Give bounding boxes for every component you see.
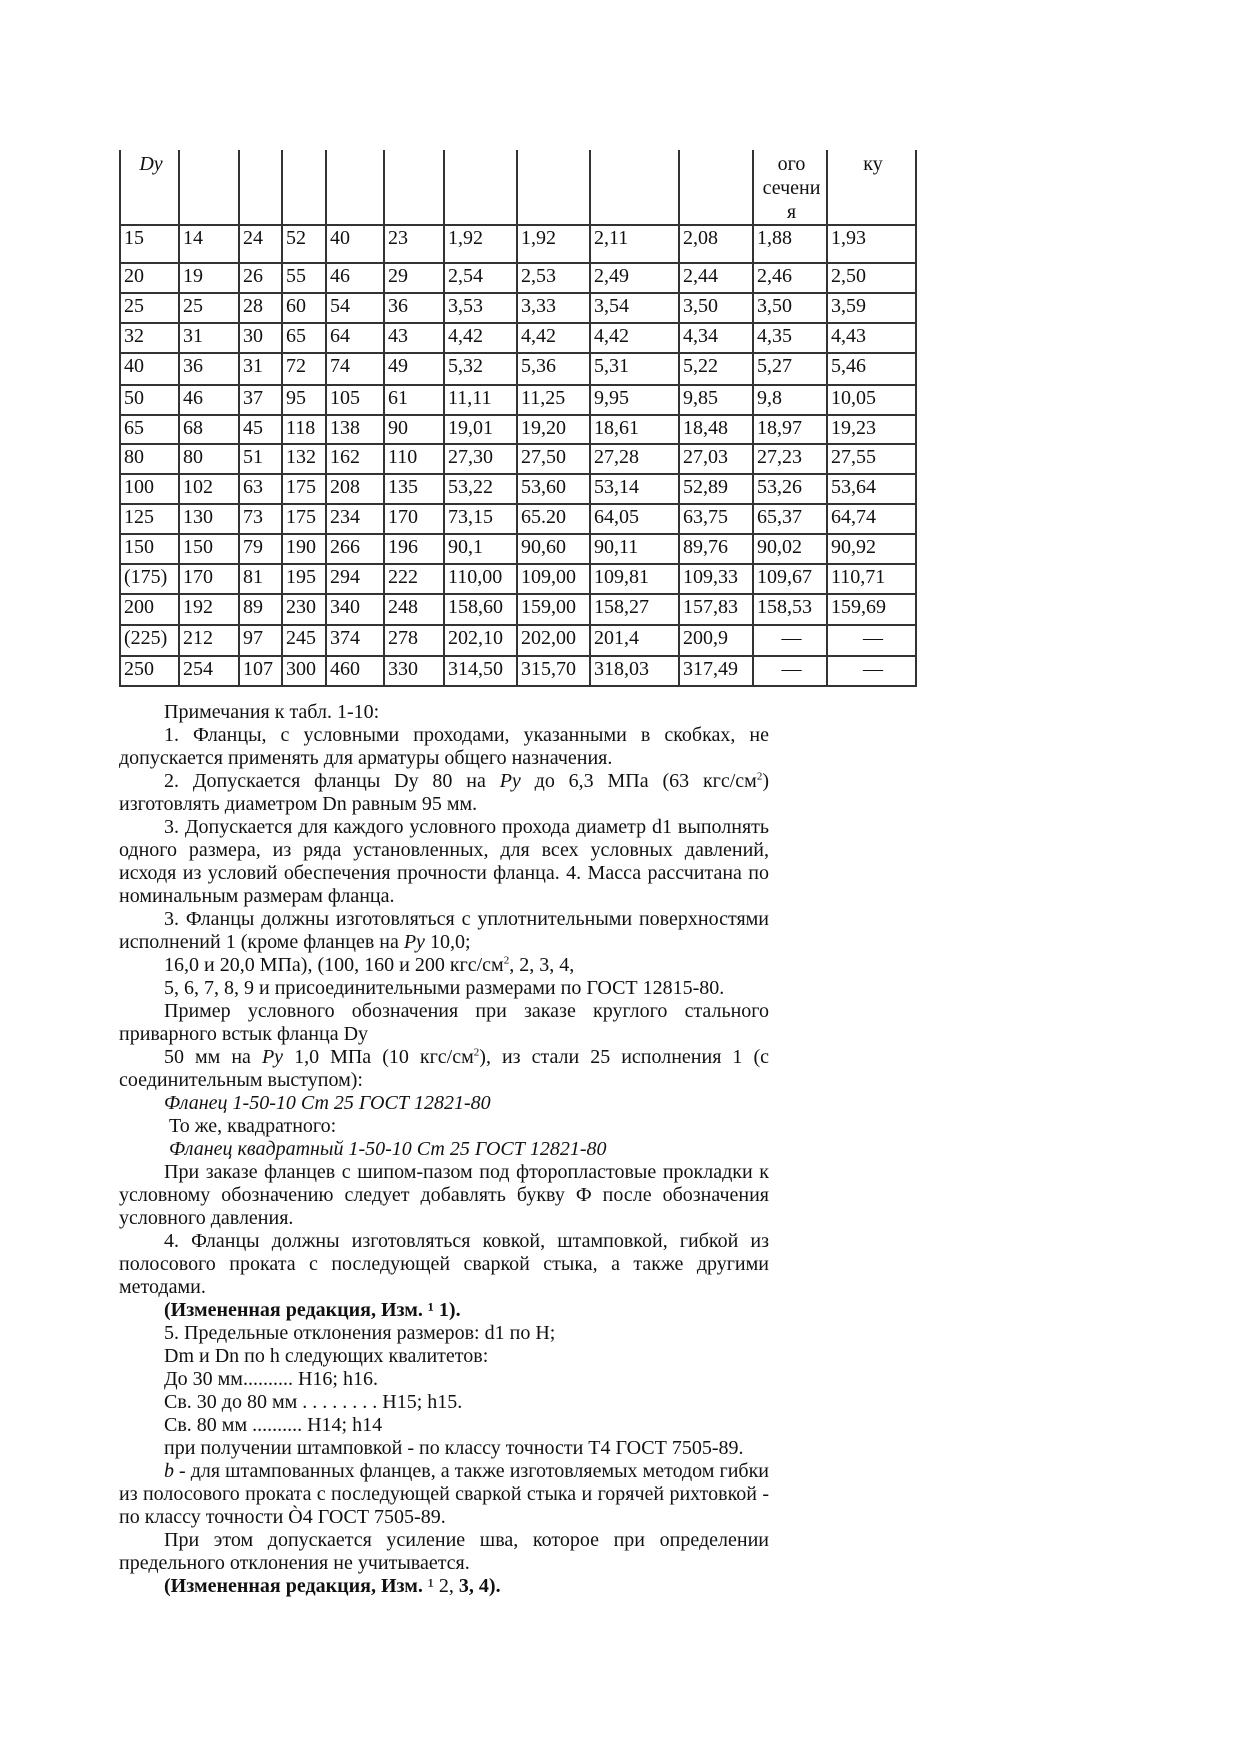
table-cell: 150 (120, 534, 179, 564)
table-cell: 132 (282, 444, 326, 474)
table-cell: 74 (326, 353, 384, 385)
table-cell: 135 (384, 474, 444, 504)
table-header-cell (179, 150, 239, 225)
table-cell: 107 (239, 656, 282, 686)
note-12: Dm и Dn по h следующих квалитетов: (164, 1345, 489, 1367)
table-cell: 158,27 (590, 594, 679, 625)
table-cell: 250 (120, 656, 179, 686)
table-row (120, 474, 916, 504)
table-cell: 90,02 (753, 534, 827, 564)
table-cell: 43 (384, 323, 444, 353)
table-cell: 300 (282, 656, 326, 686)
table-cell: 90,1 (444, 534, 517, 564)
table-cell: 31 (239, 353, 282, 385)
table-cell: 222 (384, 564, 444, 594)
table-header-cell (326, 150, 384, 225)
table-row (120, 323, 916, 353)
table-cell: 109,67 (753, 564, 827, 594)
table-cell: 200,9 (679, 625, 753, 656)
table-cell: 208 (326, 474, 384, 504)
table-cell: 2,46 (753, 263, 827, 293)
table-cell: 201,4 (590, 625, 679, 656)
table-cell: 49 (384, 353, 444, 385)
table-cell: 4,43 (827, 323, 916, 353)
table-cell: 90,11 (590, 534, 679, 564)
note-4: 3. Фланцы должны изготовляться с уплотнительными поверхностями исполнений 1 (кроме фланцев на Ру 10,0; (119, 908, 769, 953)
table-cell: 65 (282, 323, 326, 353)
table-cell: 266 (326, 534, 384, 564)
note-9: При заказе фланцев с шипом-пазом под фторопластовые прокладки к условному обозначению следует добавлять букву Ф после обозначения условного давления. (119, 1161, 769, 1229)
table-cell: 52,89 (679, 474, 753, 504)
table-cell: 245 (282, 625, 326, 656)
table-cell: 315,70 (517, 656, 590, 686)
table-cell: 314,50 (444, 656, 517, 686)
table-cell: 53,64 (827, 474, 916, 504)
table-cell: — (753, 625, 827, 656)
table-cell: 80 (179, 444, 239, 474)
table-cell: 10,05 (827, 385, 916, 415)
table-cell: 90 (384, 415, 444, 444)
table-cell: 460 (326, 656, 384, 686)
table-cell: 159,69 (827, 594, 916, 625)
table-cell: 61 (384, 385, 444, 415)
table-cell: 97 (239, 625, 282, 656)
note-6: 5, 6, 7, 8, 9 и присоединительными размерами по ГОСТ 12815-80. (164, 977, 725, 999)
table-cell: 51 (239, 444, 282, 474)
table-cell: 18,97 (753, 415, 827, 444)
table-cell: 19,01 (444, 415, 517, 444)
table-cell: 2,11 (590, 225, 679, 263)
table-cell: 15 (120, 225, 179, 263)
table-cell: 2,54 (444, 263, 517, 293)
table-cell: 45 (239, 415, 282, 444)
same-square: То же, квадратного: (169, 1115, 337, 1137)
table-header-cell: Dу (120, 150, 179, 225)
table-cell: 170 (179, 564, 239, 594)
table-cell: 2,44 (679, 263, 753, 293)
table-row (120, 225, 916, 263)
table-cell: 65 (120, 415, 179, 444)
table-cell: 1,93 (827, 225, 916, 263)
table-cell: 25 (120, 293, 179, 323)
table-cell: 196 (384, 534, 444, 564)
note-2: 2. Допускается фланцы Dу 80 на Ру до 6,3 МПа (63 кгс/$см^2$) изготовлять диаметром Dn равным 95 мм. (119, 770, 770, 815)
notes-block (119, 701, 769, 1598)
table-cell: 36 (384, 293, 444, 323)
table-cell: 278 (384, 625, 444, 656)
table-cell: 175 (282, 474, 326, 504)
table-cell: 26 (239, 263, 282, 293)
table-cell: 79 (239, 534, 282, 564)
revision-2: (Измененная редакция, Изм. ¹ 2, 3, 4). (164, 1575, 501, 1597)
table-cell: 4,42 (517, 323, 590, 353)
table-cell: 90,92 (827, 534, 916, 564)
table-cell: 63,75 (679, 504, 753, 534)
table-header-cell (590, 150, 679, 225)
table-cell: 202,00 (517, 625, 590, 656)
table-cell: 31 (179, 323, 239, 353)
note-16: при получении штамповкой - по классу точности Т4 ГОСТ 7505-89. (164, 1437, 744, 1459)
table-cell: (175) (120, 564, 179, 594)
table-cell: 3,54 (590, 293, 679, 323)
table-cell: 46 (326, 263, 384, 293)
table-cell: 60 (282, 293, 326, 323)
table-cell: 20 (120, 263, 179, 293)
table-cell: 27,30 (444, 444, 517, 474)
table-cell: 23 (384, 225, 444, 263)
table-row (120, 415, 916, 444)
example-2: Фланец квадратный 1-50-10 Ст 25 ГОСТ 12821-80 (169, 1138, 607, 1160)
table-cell: 5,22 (679, 353, 753, 385)
table-cell: 5,32 (444, 353, 517, 385)
table-cell: 25 (179, 293, 239, 323)
table-cell: 105 (326, 385, 384, 415)
table-cell: 5,46 (827, 353, 916, 385)
table-cell: 3,53 (444, 293, 517, 323)
note-1: 1. Фланцы, с условными проходами, указанными в скобках, не допускается применять для арматуры общего назначения. (119, 724, 769, 769)
table-cell: 4,42 (444, 323, 517, 353)
table-cell: 9,95 (590, 385, 679, 415)
table-cell: 162 (326, 444, 384, 474)
table-cell: 2,49 (590, 263, 679, 293)
table-cell: 2,08 (679, 225, 753, 263)
table-cell: 109,33 (679, 564, 753, 594)
table-row (120, 353, 916, 385)
table-cell: 11,11 (444, 385, 517, 415)
table-cell: 374 (326, 625, 384, 656)
table-cell: 212 (179, 625, 239, 656)
table-header-cell (282, 150, 326, 225)
table-cell: 5,36 (517, 353, 590, 385)
table-cell: 195 (282, 564, 326, 594)
table-cell: 190 (282, 534, 326, 564)
table-cell: 63 (239, 474, 282, 504)
table-cell: 19 (179, 263, 239, 293)
table-row (120, 504, 916, 534)
table-cell: 64,74 (827, 504, 916, 534)
table-header-row (120, 150, 916, 225)
table-header-cell (517, 150, 590, 225)
notes-title: Примечания к табл. 1-10: (164, 701, 380, 723)
note-11: 5. Предельные отклонения размеров: d1 по Н; (164, 1322, 556, 1344)
table-cell: 102 (179, 474, 239, 504)
table-header-cell (384, 150, 444, 225)
table-cell: 90,60 (517, 534, 590, 564)
table-row (120, 534, 916, 564)
table-header-cell (239, 150, 282, 225)
table-row (120, 444, 916, 474)
table-row (120, 656, 916, 686)
table-cell: 53,26 (753, 474, 827, 504)
table-cell: 170 (384, 504, 444, 534)
note-5: 16,0 и 20,0 МПа), (100, 160 и 200 кгс/$см^2$, 2, 3, 4, (164, 954, 575, 976)
table-cell: 340 (326, 594, 384, 625)
table-cell: 150 (179, 534, 239, 564)
note-17: b - для штампованных фланцев, а также изготовляемых методом гибки из полосового проката с последующей сваркой стыка и горячей рихтовкой - по классу точности Ò4 ГОСТ 7505-89. (119, 1460, 769, 1528)
table-cell: 158,53 (753, 594, 827, 625)
table-cell: 110 (384, 444, 444, 474)
table-cell: 14 (179, 225, 239, 263)
table-cell: 9,8 (753, 385, 827, 415)
table-cell: — (827, 625, 916, 656)
table-cell: 50 (120, 385, 179, 415)
table-cell: 110,71 (827, 564, 916, 594)
table-cell: 4,35 (753, 323, 827, 353)
table-cell: 73,15 (444, 504, 517, 534)
table-cell: 89,76 (679, 534, 753, 564)
table-cell: 234 (326, 504, 384, 534)
table-cell: 330 (384, 656, 444, 686)
table-cell: 55 (282, 263, 326, 293)
table-cell: 3,50 (679, 293, 753, 323)
table-cell: 254 (179, 656, 239, 686)
table-cell: 27,03 (679, 444, 753, 474)
revision-1: (Измененная редакция, Изм. ¹ 1). (164, 1299, 461, 1321)
table-cell: 5,27 (753, 353, 827, 385)
table-cell: 158,60 (444, 594, 517, 625)
table-cell: 80 (120, 444, 179, 474)
table-cell: 248 (384, 594, 444, 625)
table-cell: 95 (282, 385, 326, 415)
table-cell: 125 (120, 504, 179, 534)
table-cell: 157,83 (679, 594, 753, 625)
table-cell: 27,23 (753, 444, 827, 474)
table-cell: 27,55 (827, 444, 916, 474)
table-header-cell (679, 150, 753, 225)
table-cell: 72 (282, 353, 326, 385)
table-cell: 89 (239, 594, 282, 625)
table-cell: 9,85 (679, 385, 753, 415)
note-3: 3. Допускается для каждого условного прохода диаметр d1 выполнять одного размера, из ряда установленных, для всех условных давлений, исходя из условий обеспечения прочности фланца. 4. Масса рассчитана по номинальным размерам фланца. (119, 816, 769, 907)
table-cell: 230 (282, 594, 326, 625)
table-cell: 53,14 (590, 474, 679, 504)
table-cell: 73 (239, 504, 282, 534)
table-cell: 81 (239, 564, 282, 594)
table-cell: 3,50 (753, 293, 827, 323)
note-15: Св. 80 мм .......... Н14; h14 (164, 1414, 383, 1436)
table-cell: 30 (239, 323, 282, 353)
table-cell: 36 (179, 353, 239, 385)
table-cell: 192 (179, 594, 239, 625)
table-cell: 18,61 (590, 415, 679, 444)
table-row (120, 293, 916, 323)
note-7: Пример условного обозначения при заказе круглого стального приварного встык фланца Dу (119, 1000, 769, 1045)
table-cell: 40 (120, 353, 179, 385)
table-cell: 4,34 (679, 323, 753, 353)
table-cell: 138 (326, 415, 384, 444)
flange-mass-table (119, 150, 917, 687)
table-cell: 317,49 (679, 656, 753, 686)
table-cell: 29 (384, 263, 444, 293)
note-10: 4. Фланцы должны изготовляться ковкой, штамповкой, гибкой из полосового проката с последующей сваркой стыка, а также другими методами. (119, 1230, 769, 1298)
note-14: Св. 30 до 80 мм . . . . . . . . Н15; h15. (164, 1391, 463, 1413)
table-cell: 200 (120, 594, 179, 625)
table-header-cell (444, 150, 517, 225)
table-cell: 18,48 (679, 415, 753, 444)
table-cell: 52 (282, 225, 326, 263)
table-cell: 130 (179, 504, 239, 534)
note-18: При этом допускается усиление шва, которое при определении предельного отклонения не учитывается. (119, 1529, 769, 1574)
table-cell: 11,25 (517, 385, 590, 415)
table-cell: — (827, 656, 916, 686)
table-cell: 109,00 (517, 564, 590, 594)
table-cell: 19,23 (827, 415, 916, 444)
table-row (120, 625, 916, 656)
example-1: Фланец 1-50-10 Ст 25 ГОСТ 12821-80 (164, 1092, 491, 1114)
table-cell: — (753, 656, 827, 686)
table-cell: 64 (326, 323, 384, 353)
table-cell: 2,50 (827, 263, 916, 293)
table-row (120, 564, 916, 594)
table-cell: 1,92 (444, 225, 517, 263)
table-cell: 19,20 (517, 415, 590, 444)
table-cell: 3,33 (517, 293, 590, 323)
table-cell: 175 (282, 504, 326, 534)
table-cell: 100 (120, 474, 179, 504)
table-cell: 1,88 (753, 225, 827, 263)
table-header-cell: ого сечени я (753, 150, 827, 225)
table-row (120, 263, 916, 293)
table-row (120, 594, 916, 625)
note-8: 50 мм на Ру 1,0 МПа (10 кгс/$см^2$), из стали 25 исполнения 1 (с соединительным выступом): (119, 1046, 769, 1091)
table-cell: 3,59 (827, 293, 916, 323)
table-cell: 37 (239, 385, 282, 415)
table-cell: 28 (239, 293, 282, 323)
table-cell: 118 (282, 415, 326, 444)
table-cell: 24 (239, 225, 282, 263)
table-cell: 53,60 (517, 474, 590, 504)
table-cell: 68 (179, 415, 239, 444)
table-cell: 64,05 (590, 504, 679, 534)
table-cell: 2,53 (517, 263, 590, 293)
table-row (120, 385, 916, 415)
table-cell: 318,03 (590, 656, 679, 686)
table-cell: 294 (326, 564, 384, 594)
table-cell: 109,81 (590, 564, 679, 594)
table-cell: 65,37 (753, 504, 827, 534)
table-cell: 5,31 (590, 353, 679, 385)
table-cell: (225) (120, 625, 179, 656)
table-cell: 65.20 (517, 504, 590, 534)
note-13: До 30 мм.......... Н16; h16. (164, 1368, 378, 1390)
table-cell: 27,28 (590, 444, 679, 474)
table-cell: 202,10 (444, 625, 517, 656)
table-cell: 54 (326, 293, 384, 323)
table-cell: 27,50 (517, 444, 590, 474)
table-cell: 110,00 (444, 564, 517, 594)
table-cell: 32 (120, 323, 179, 353)
table-cell: 4,42 (590, 323, 679, 353)
table-cell: 1,92 (517, 225, 590, 263)
table-cell: 46 (179, 385, 239, 415)
table-cell: 53,22 (444, 474, 517, 504)
table-header-cell: ку (827, 150, 916, 225)
table-cell: 159,00 (517, 594, 590, 625)
table-cell: 40 (326, 225, 384, 263)
